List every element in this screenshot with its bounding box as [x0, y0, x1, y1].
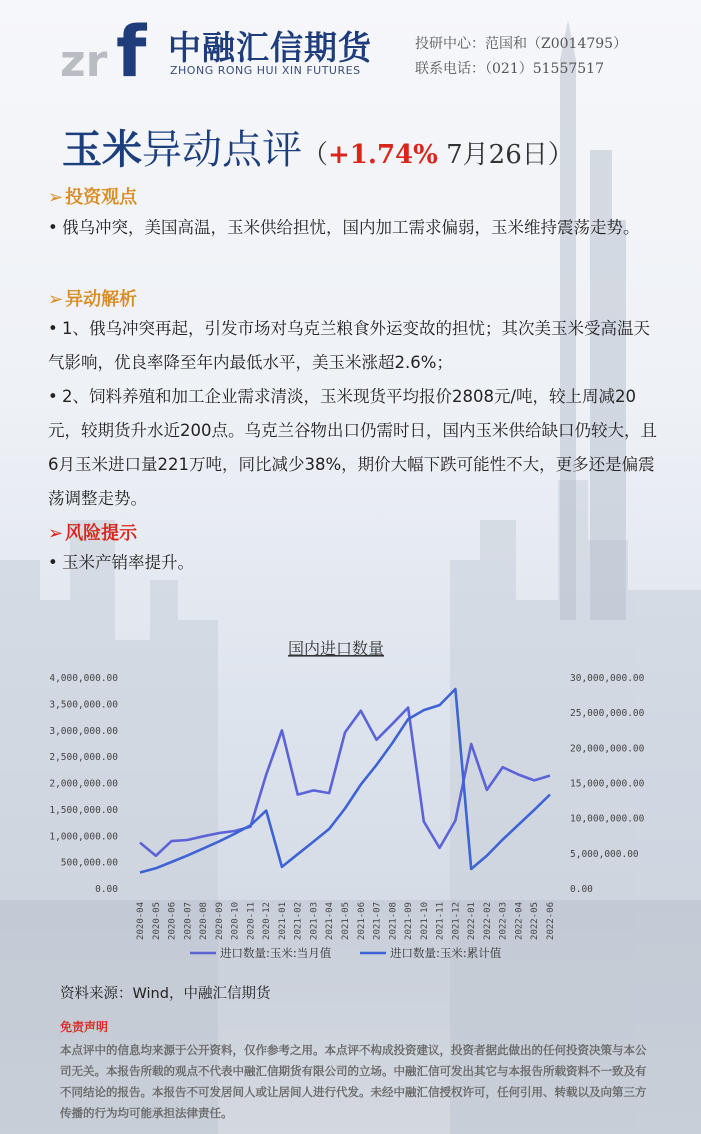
right-axis-tick-label: 5,000,000.00	[570, 848, 639, 860]
title-date: 7月26日	[437, 140, 548, 170]
title-percent-change: +1.74%	[328, 140, 438, 170]
title-close-paren: ）	[547, 140, 574, 170]
left-axis-tick-label: 500,000.00	[60, 857, 118, 869]
x-axis-tick-label: 2021-05	[341, 902, 351, 940]
view-paragraph: • 俄乌冲突，美国高温，玉米供给担忧，国内加工需求偏弱，玉米维持震荡走势。	[48, 211, 660, 245]
title-commodity: 玉米	[62, 126, 142, 173]
analyst-info: 投研中心：范国和（Z0014795）	[415, 36, 628, 52]
x-axis-tick-label: 2020-06	[167, 902, 178, 940]
x-axis-tick-label: 2021-01	[277, 902, 288, 940]
contact-block	[415, 32, 627, 82]
right-axis-tick-label: 30,000,000.00	[570, 673, 645, 684]
series-line-1	[140, 708, 550, 856]
svg-text:f: f	[116, 14, 147, 80]
x-axis-tick-label: 2022-05	[530, 902, 541, 940]
right-axis-tick-label: 15,000,000.00	[570, 778, 645, 790]
x-axis-tick-label: 2021-12	[451, 902, 462, 940]
import-volume-chart	[30, 630, 680, 970]
title-type: 异动点评	[142, 127, 302, 173]
svg-text:zr: zr	[60, 36, 108, 80]
legend-label-1: 进口数量:玉米:当月值	[220, 946, 332, 960]
x-axis-tick-label: 2022-02	[482, 902, 493, 940]
x-axis-tick-label: 2021-08	[388, 902, 399, 940]
phone-info: 联系电话：（021）51557517	[415, 61, 604, 77]
left-axis-tick-label: 2,000,000.00	[49, 778, 118, 790]
title-open-paren: （	[302, 140, 329, 170]
x-axis-tick-label: 2020-05	[151, 902, 162, 940]
x-axis-tick-label: 2021-10	[419, 902, 430, 940]
x-axis-tick-label: 2020-04	[136, 902, 146, 940]
right-axis-tick-label: 10,000,000.00	[570, 813, 645, 825]
x-axis-tick-label: 2022-06	[546, 902, 556, 940]
logo-english-name: ZHONG RONG HUI XIN FUTURES	[170, 64, 361, 77]
arrow-icon: ➢	[48, 523, 64, 544]
left-axis-tick-label: 4,000,000.00	[49, 673, 118, 684]
x-axis-tick-label: 2021-06	[356, 902, 367, 940]
section-heading-analysis: ➢ 异动解析	[48, 289, 138, 310]
arrow-icon: ➢	[48, 289, 64, 310]
bullet-icon: •	[48, 319, 58, 338]
logo-chinese-name: 中融汇信期货	[168, 28, 372, 67]
x-axis-tick-label: 2021-11	[435, 902, 446, 940]
right-axis-tick-label: 20,000,000.00	[570, 743, 645, 755]
arrow-icon: ➢	[48, 187, 64, 208]
x-axis-tick-label: 2020-08	[199, 902, 210, 940]
risk-paragraph: • 玉米产销率提升。	[48, 546, 660, 580]
analysis-paragraph-1: • 1、俄乌冲突再起，引发市场对乌克兰粮食外运变故的担忧；其次美玉米受高温天气影响，优良率降至年内最低水平，美玉米涨超2.6%；	[48, 312, 660, 380]
section-heading-risk: ➢ 风险提示	[48, 523, 138, 544]
x-axis-tick-label: 2022-04	[514, 902, 525, 940]
x-axis-tick-label: 2020-09	[214, 902, 225, 940]
disclaimer-title: 免责声明	[60, 1020, 109, 1034]
left-axis-tick-label: 3,000,000.00	[49, 725, 118, 737]
right-axis-tick-label: 25,000,000.00	[570, 708, 645, 720]
x-axis-tick-label: 2020-12	[262, 902, 273, 940]
x-axis-tick-label: 2021-02	[293, 902, 304, 940]
x-axis-tick-label: 2022-03	[498, 902, 509, 940]
x-axis-tick-label: 2020-11	[246, 902, 257, 940]
x-axis-tick-label: 2021-09	[404, 902, 415, 940]
x-axis-tick-label: 2021-04	[325, 902, 336, 940]
left-axis-tick-label: 1,500,000.00	[49, 804, 118, 816]
disclaimer-text: 本点评中的信息均来源于公开资料，仅作参考之用。本点评不构成投资建议，投资者据此做出的任何投资决策与本公司无关。本报告所载的观点不代表中融汇信期货有限公司的立场。中融汇信可发出其它与本报告所载资料不一致及有不同结论的报告。本报告不可发居间人或让居间人进行代发。未经中融汇信授权许可，任何引用、转载以及向第三方传播的行为均可能承担法律责任。	[60, 1043, 647, 1120]
series-line-2	[140, 689, 550, 873]
x-axis-tick-label: 2021-03	[309, 902, 320, 940]
bullet-icon: •	[48, 553, 58, 572]
bullet-icon: •	[48, 218, 58, 237]
x-axis-tick-label: 2020-10	[230, 902, 241, 940]
company-logo-icon	[60, 14, 156, 80]
x-axis-tick-label: 2022-01	[467, 902, 478, 940]
section-heading-view: ➢ 投资观点	[48, 187, 138, 208]
left-axis-tick-label: 3,500,000.00	[49, 699, 118, 711]
x-axis-tick-label: 2021-07	[372, 902, 383, 940]
chart-title: 国内进口数量	[287, 639, 385, 658]
left-axis-tick-label: 2,500,000.00	[49, 752, 118, 764]
data-source: 资料来源：Wind，中融汇信期货	[60, 986, 271, 1002]
left-axis-tick-label: 1,000,000.00	[49, 831, 118, 843]
page-title	[62, 118, 574, 175]
legend-label-2: 进口数量:玉米:累计值	[390, 946, 502, 960]
analysis-paragraph-2: • 2、饲料养殖和加工企业需求清淡，玉米现货平均报价2808元/吨，较上周减20元，较期货升水近200点。乌克兰谷物出口仍需时日，国内玉米供给缺口仍较大，且6月玉米进口量221万吨，同比减少38%，期价大幅下跌可能性不大，更多还是偏震荡调整走势。	[48, 380, 660, 516]
left-axis-tick-label: 0.00	[95, 884, 118, 895]
right-axis-tick-label: 0.00	[570, 884, 593, 895]
bullet-icon: •	[48, 387, 58, 406]
x-axis-tick-label: 2020-07	[183, 902, 194, 940]
